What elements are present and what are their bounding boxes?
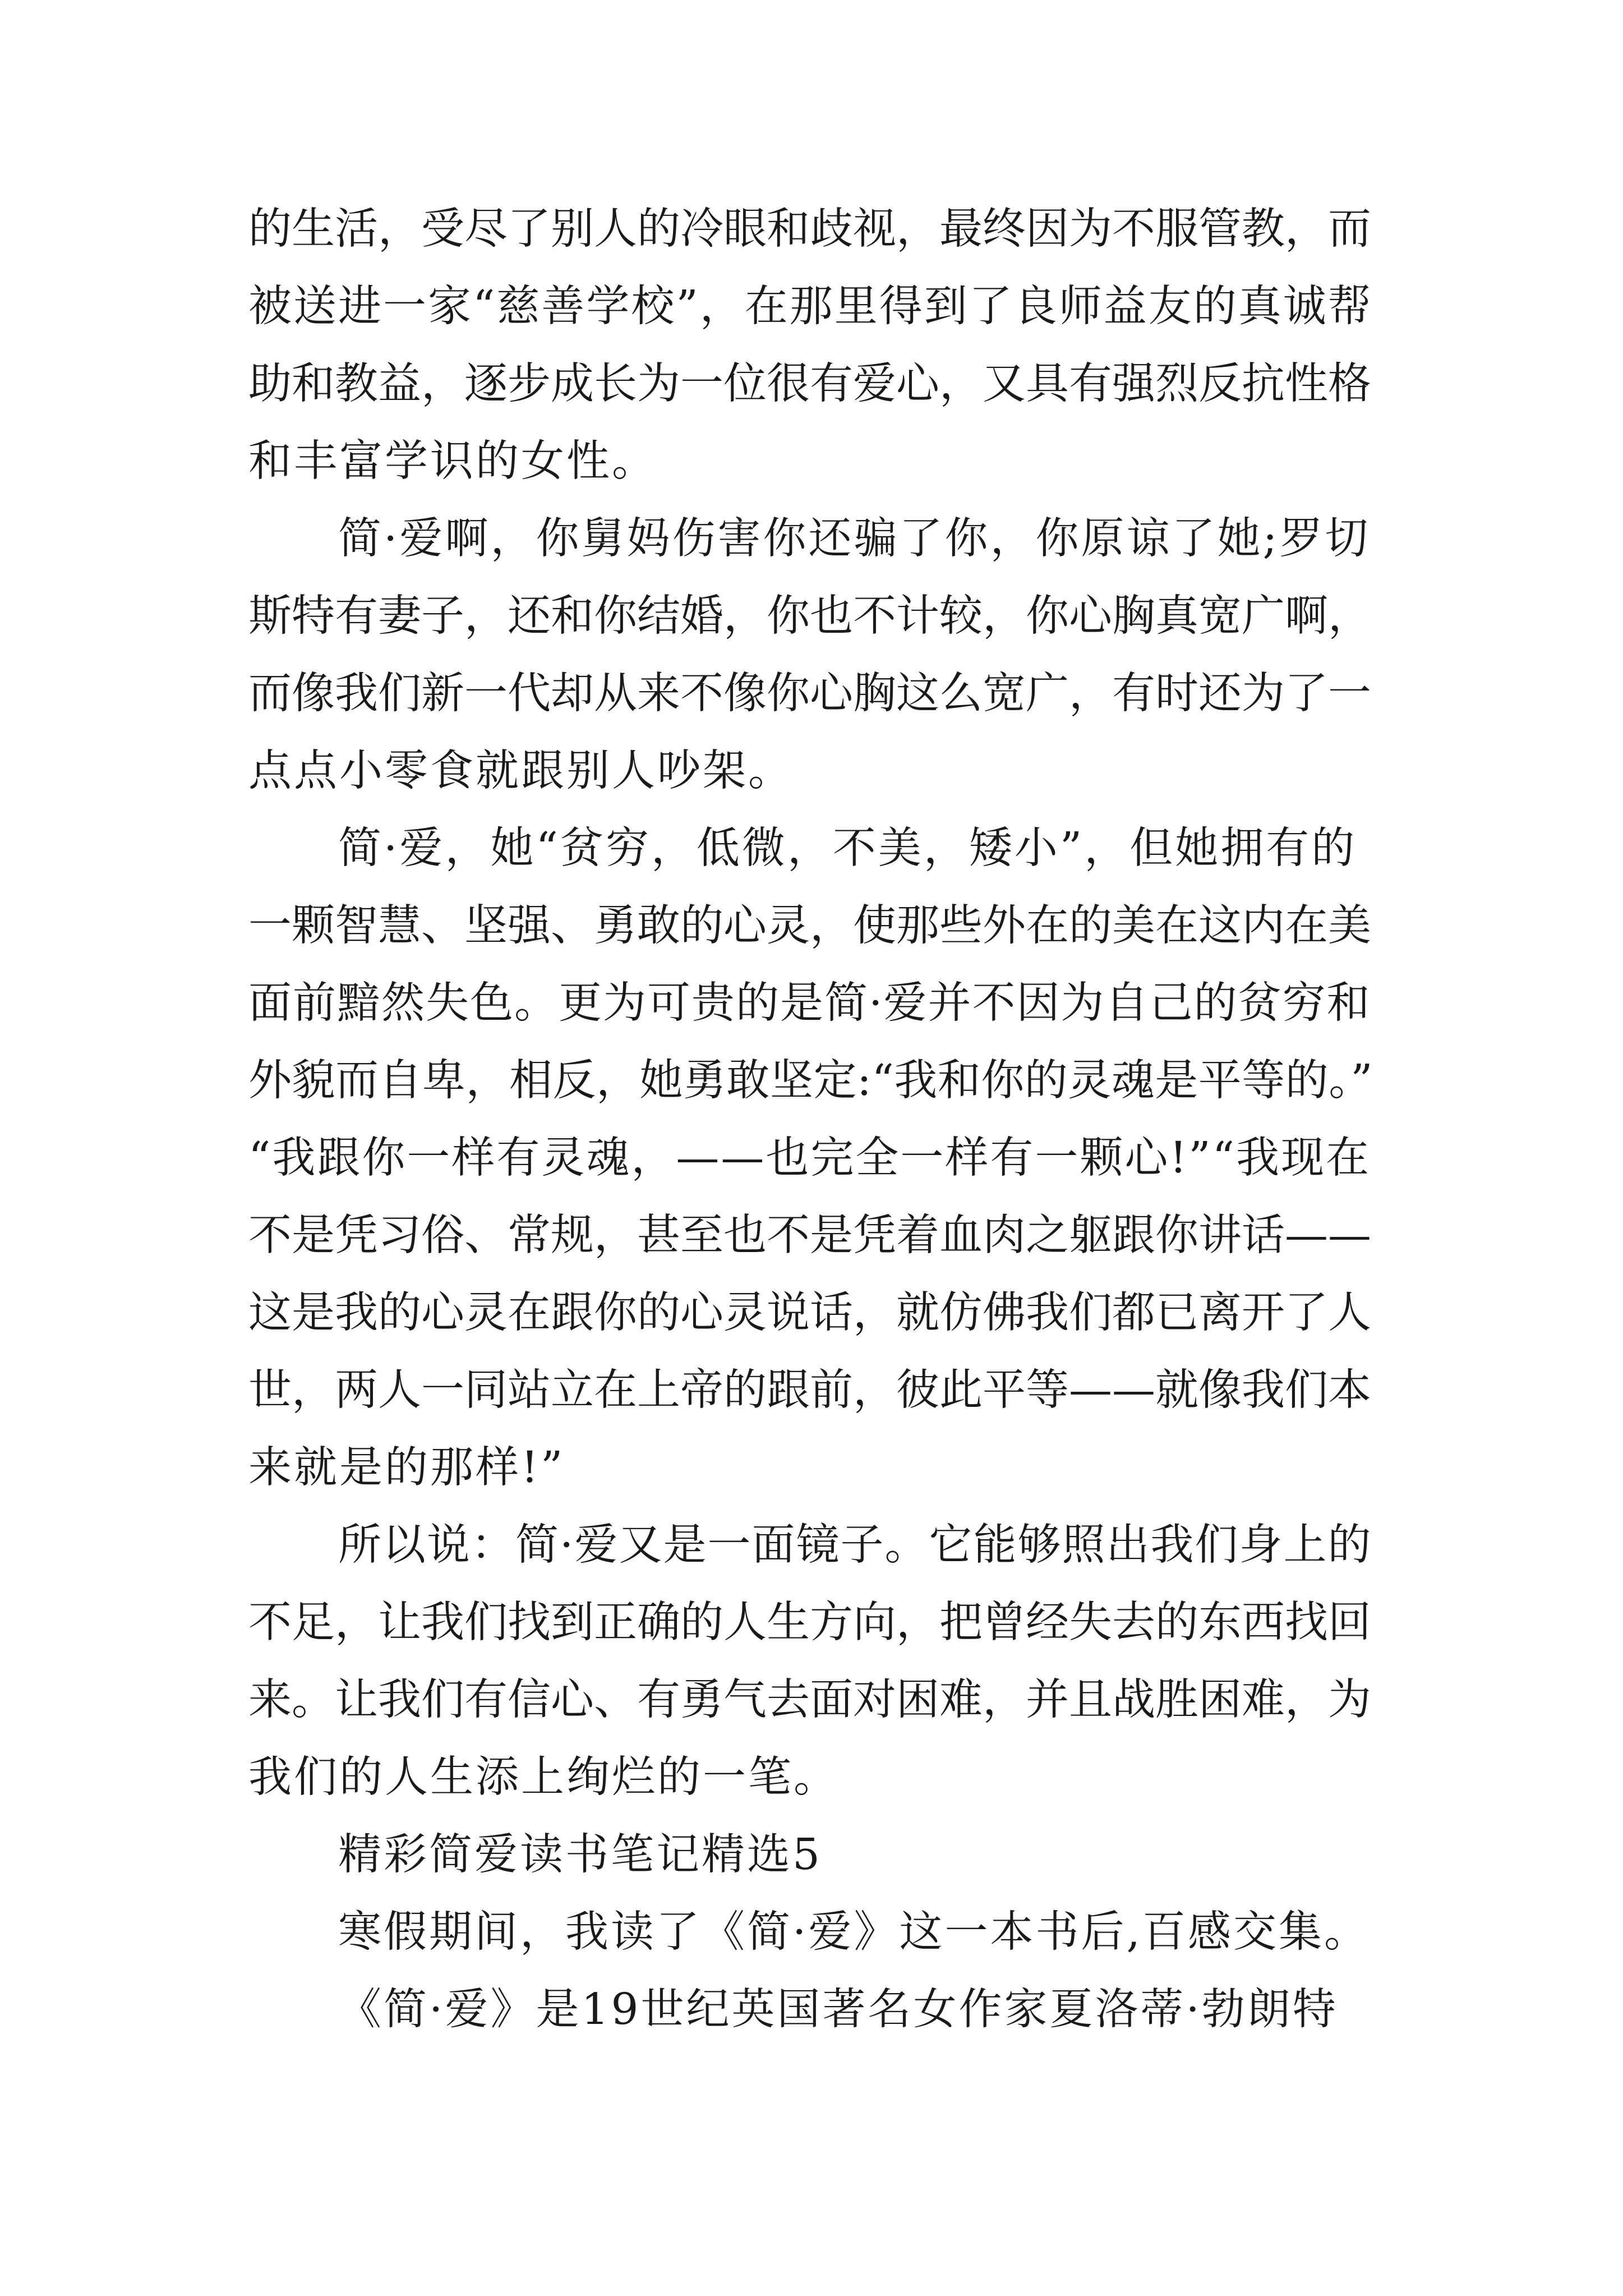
text-line-1: 的生活，受尽了别人的冷眼和歧视，最终因为不服管教，而 [248,204,1371,254]
text-line-3: 助和教益，逐步成长为一位很有爱心，又具有强烈反抗性格 [248,359,1371,409]
text-line-10: 一颗智慧、坚强、勇敢的心灵，使那些外在的美在这内在美 [248,901,1371,951]
section-heading: 精彩简爱读书笔记精选5 [338,1830,822,1880]
text-line-5: 简·爱啊，你舅妈伤害你还骗了你，你原谅了她;罗切 [338,514,1371,564]
document-body [248,191,1376,2049]
text-line-17: 来就是的那样!” [248,1443,565,1493]
text-line-6: 斯特有妻子，还和你结婚，你也不计较，你心胸真宽广啊， [248,591,1371,641]
text-line-20: 来。让我们有信心、有勇气去面对困难，并且战胜困难，为 [248,1675,1371,1725]
text-line-14: 不是凭习俗、常规，甚至也不是凭着血肉之躯跟你讲话—— [248,1211,1371,1260]
text-line-23: 寒假期间，我读了《简·爱》这一本书后,百感交集。 [338,1907,1370,1957]
text-line-12: 外貌而自卑，相反，她勇敢坚定:“我和你的灵魂是平等的。” [248,1056,1373,1106]
text-line-7: 而像我们新一代却从来不像你心胸这么宽广，有时还为了一 [248,669,1371,719]
text-line-13: “我跟你一样有灵魂，——也完全一样有一颗心!”“我现在 [248,1133,1371,1183]
text-line-11: 面前黯然失色。更为可贵的是简·爱并不因为自己的贫穷和 [248,978,1371,1028]
text-line-8: 点点小零食就跟别人吵架。 [248,746,794,796]
text-line-21: 我们的人生添上绚烂的一笔。 [248,1752,839,1802]
text-line-15: 这是我的心灵在跟你的心灵说话，就仿佛我们都已离开了人 [248,1288,1371,1338]
text-line-19: 不足，让我们找到正确的人生方向，把曾经失去的东西找回 [248,1598,1371,1648]
text-line-18: 所以说：简·爱又是一面镜子。它能够照出我们身上的 [338,1520,1372,1570]
text-line-24: 《简·爱》是19世纪英国著名女作家夏洛蒂·勃朗特 [338,1985,1338,2035]
text-line-4: 和丰富学识的女性。 [248,436,657,486]
text-line-2: 被送进一家“慈善学校”，在那里得到了良师益友的真诚帮 [248,282,1373,332]
text-line-16: 世，两人一同站立在上帝的跟前，彼此平等——就像我们本 [248,1365,1371,1415]
text-line-9: 简·爱，她“贫穷，低微，不美，矮小”，但她拥有的 [338,823,1357,873]
